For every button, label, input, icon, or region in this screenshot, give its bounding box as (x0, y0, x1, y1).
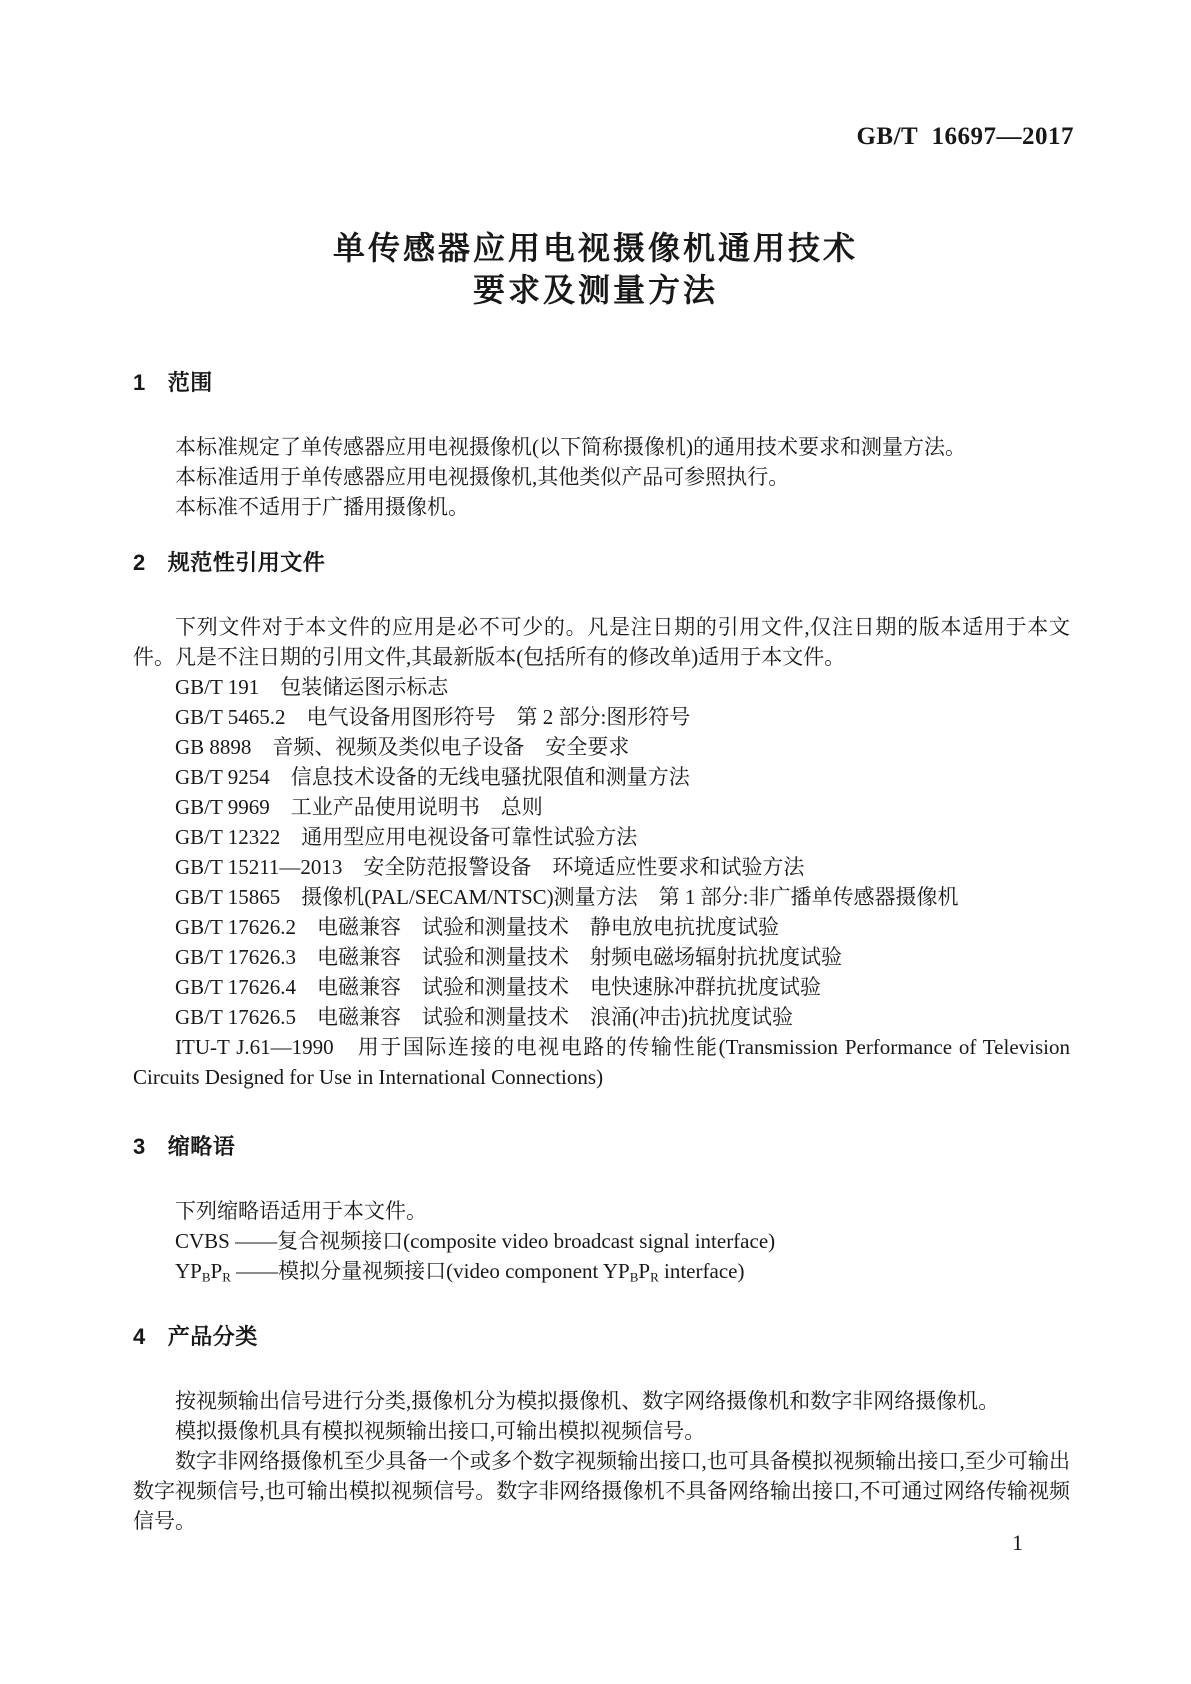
reference-item: GB/T 15211—2013 安全防范报警设备 环境适应性要求和试验方法 (175, 855, 805, 879)
section-1-paragraph: 本标准规定了单传感器应用电视摄像机(以下简称摄像机)的通用技术要求和测量方法。 (175, 435, 966, 459)
section-1-number: 1 (133, 370, 146, 395)
reference-item: GB/T 17626.3 电磁兼容 试验和测量技术 射频电磁场辐射抗扰度试验 (175, 945, 842, 969)
document-body (133, 368, 1070, 1536)
section-4-paragraph: 数字非网络摄像机至少具备一个或多个数字视频输出接口,也可具备模拟视频输出接口,至少可输出数字视频信号,也可输出模拟视频信号。数字非网络摄像机不具备网络输出接口,不可通过网络传输视频信号。 (133, 1449, 1070, 1533)
section-2-intro: 下列文件对于本文件的应用是必不可少的。凡是注日期的引用文件,仅注日期的版本适用于本文件。凡是不注日期的引用文件,其最新版本(包括所有的修改单)适用于本文件。 (133, 615, 1070, 669)
section-2-number: 2 (133, 550, 146, 575)
section-3-heading (133, 1132, 1070, 1162)
section-4-title: 产品分类 (167, 1324, 258, 1349)
document-title-line2: 要求及测量方法 (472, 272, 718, 308)
section-3-intro: 下列缩略语适用于本文件。 (175, 1199, 427, 1223)
section-3-number: 3 (133, 1134, 146, 1159)
reference-item: ITU-T J.61—1990 用于国际连接的电视电路的传输性能(Transmission Performance of Television Circuits Designed for Use in International Connections) (133, 1035, 1070, 1089)
section-1-heading (133, 368, 1070, 398)
section-2-heading (133, 548, 1070, 578)
reference-item: GB 8898 音频、视频及类似电子设备 安全要求 (175, 735, 630, 759)
page-number: 1 (1012, 1530, 1023, 1555)
section-4-number: 4 (133, 1324, 146, 1349)
section-2-title: 规范性引用文件 (167, 550, 326, 575)
reference-item: GB/T 9969 工业产品使用说明书 总则 (175, 795, 543, 819)
section-1-paragraph: 本标准不适用于广播用摄像机。 (175, 495, 469, 519)
abbreviation-line: $YP_BP_R$ ——模拟分量视频接口(video component $YP_BP_R$ interface) (175, 1259, 745, 1285)
section-4-paragraph: 模拟摄像机具有模拟视频输出接口,可输出模拟视频信号。 (175, 1419, 706, 1443)
standard-code: GB/T 16697—2017 (856, 123, 1074, 150)
reference-item: GB/T 17626.4 电磁兼容 试验和测量技术 电快速脉冲群抗扰度试验 (175, 975, 821, 999)
abbreviation-line: CVBS ——复合视频接口(composite video broadcast signal interface) (175, 1229, 776, 1253)
section-4-heading (133, 1322, 1070, 1352)
section-4-paragraph: 按视频输出信号进行分类,摄像机分为模拟摄像机、数字网络摄像机和数字非网络摄像机。 (175, 1389, 1000, 1413)
section-1-title: 范围 (167, 370, 213, 395)
section-3-title: 缩略语 (167, 1134, 236, 1159)
reference-item: GB/T 191 包装储运图示标志 (175, 675, 449, 699)
reference-item: GB/T 17626.2 电磁兼容 试验和测量技术 静电放电抗扰度试验 (175, 915, 779, 939)
document-title (0, 227, 1191, 311)
reference-item: GB/T 12322 通用型应用电视设备可靠性试验方法 (175, 825, 638, 849)
reference-item: GB/T 5465.2 电气设备用图形符号 第 2 部分:图形符号 (175, 705, 691, 729)
reference-item: GB/T 17626.5 电磁兼容 试验和测量技术 浪涌(冲击)抗扰度试验 (175, 1005, 793, 1029)
reference-item: GB/T 15865 摄像机(PAL/SECAM/NTSC)测量方法 第 1 部分:非广播单传感器摄像机 (175, 885, 959, 909)
section-1-paragraph: 本标准适用于单传感器应用电视摄像机,其他类似产品可参照执行。 (175, 465, 790, 489)
reference-item: GB/T 9254 信息技术设备的无线电骚扰限值和测量方法 (175, 765, 690, 789)
document-title-line1: 单传感器应用电视摄像机通用技术 (332, 230, 858, 266)
